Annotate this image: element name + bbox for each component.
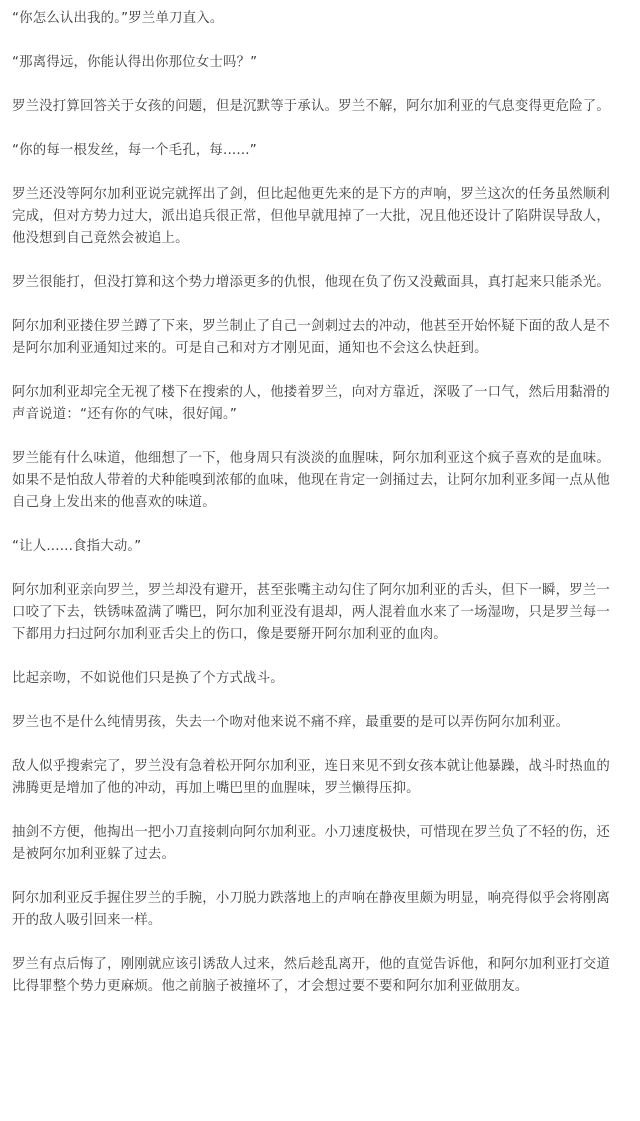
paragraph-12: 比起亲吻，不如说他们只是换了个方式战斗。 <box>12 671 284 686</box>
paragraph-9: 罗兰能有什么味道，他细想了一下，他身周只有淡淡的血腥味，阿尔加利亚这个疯子喜欢的是血味。如果不是怕敌人带着的犬种能嗅到浓郁的血味，他现在肯定一剑捅过去，让阿尔加利亚多闻一点从他自己身上发出来的他喜欢的味道。 <box>12 451 610 510</box>
paragraph-7: 阿尔加利亚搂住罗兰蹲了下来，罗兰制止了自己一剑刺过去的冲动，他甚至开始怀疑下面的敌人是不是阿尔加利亚通知过来的。可是自己和对方才刚见面，通知也不会这么快赶到。 <box>12 319 610 356</box>
paragraph-10: “让人......食指大动。” <box>12 539 142 554</box>
paragraph-6: 罗兰很能打，但没打算和这个势力增添更多的仇恨，他现在负了伤又没戴面具，真打起来只能杀光。 <box>12 275 610 290</box>
paragraph-8: 阿尔加利亚却完全无视了楼下在搜索的人，他搂着罗兰，向对方靠近，深吸了一口气，然后用黏滑的声音说道：“还有你的气味，很好闻。” <box>12 385 610 422</box>
paragraph-1: “你怎么认出我的。”罗兰单刀直入。 <box>12 11 224 26</box>
paragraph-5: 罗兰还没等阿尔加利亚说完就挥出了剑，但比起他更先来的是下方的声响，罗兰这次的任务虽然顺利完成，但对方势力过大，派出追兵很正常，但他早就甩掉了一大批，况且他还设计了陷阱误导敌人，他没想到自己竟然会被追上。 <box>12 187 610 246</box>
paragraph-4: “你的每一根发丝，每一个毛孔，每......” <box>12 143 257 158</box>
paragraph-3: 罗兰没打算回答关于女孩的问题，但是沉默等于承认。罗兰不解，阿尔加利亚的气息变得更危险了。 <box>12 99 610 114</box>
paragraph-16: 阿尔加利亚反手握住罗兰的手腕，小刀脱力跌落地上的声响在静夜里颇为明显，响亮得似乎会将刚离开的敌人吸引回来一样。 <box>12 891 610 928</box>
paragraph-11: 阿尔加利亚亲向罗兰，罗兰却没有避开，甚至张嘴主动勾住了阿尔加利亚的舌头，但下一瞬，罗兰一口咬了下去，铁锈味盈满了嘴巴，阿尔加利亚没有退却，两人混着血水来了一场湿吻，只是罗兰每一下都用力扫过阿尔加利亚舌尖上的伤口，像是要掰开阿尔加利亚的血肉。 <box>12 583 610 642</box>
paragraph-2: “那离得远，你能认得出你那位女士吗？” <box>12 55 258 70</box>
paragraph-15: 抽剑不方便，他掏出一把小刀直接刺向阿尔加利亚。小刀速度极快，可惜现在罗兰负了不轻的伤，还是被阿尔加利亚躲了过去。 <box>12 825 610 862</box>
paragraph-13: 罗兰也不是什么纯情男孩，失去一个吻对他来说不痛不痒，最重要的是可以弄伤阿尔加利亚。 <box>12 715 570 730</box>
paragraph-17: 罗兰有点后悔了，刚刚就应该引诱敌人过来，然后趁乱离开，他的直觉告诉他，和阿尔加利亚打交道比得罪整个势力更麻烦。他之前脑子被撞坏了，才会想过要不要和阿尔加利亚做朋友。 <box>12 957 610 994</box>
paragraph-14: 敌人似乎搜索完了，罗兰没有急着松开阿尔加利亚，连日来见不到女孩本就让他暴躁，战斗时热血的沸腾更是增加了他的冲动，再加上嘴巴里的血腥味，罗兰懒得压抑。 <box>12 759 610 796</box>
